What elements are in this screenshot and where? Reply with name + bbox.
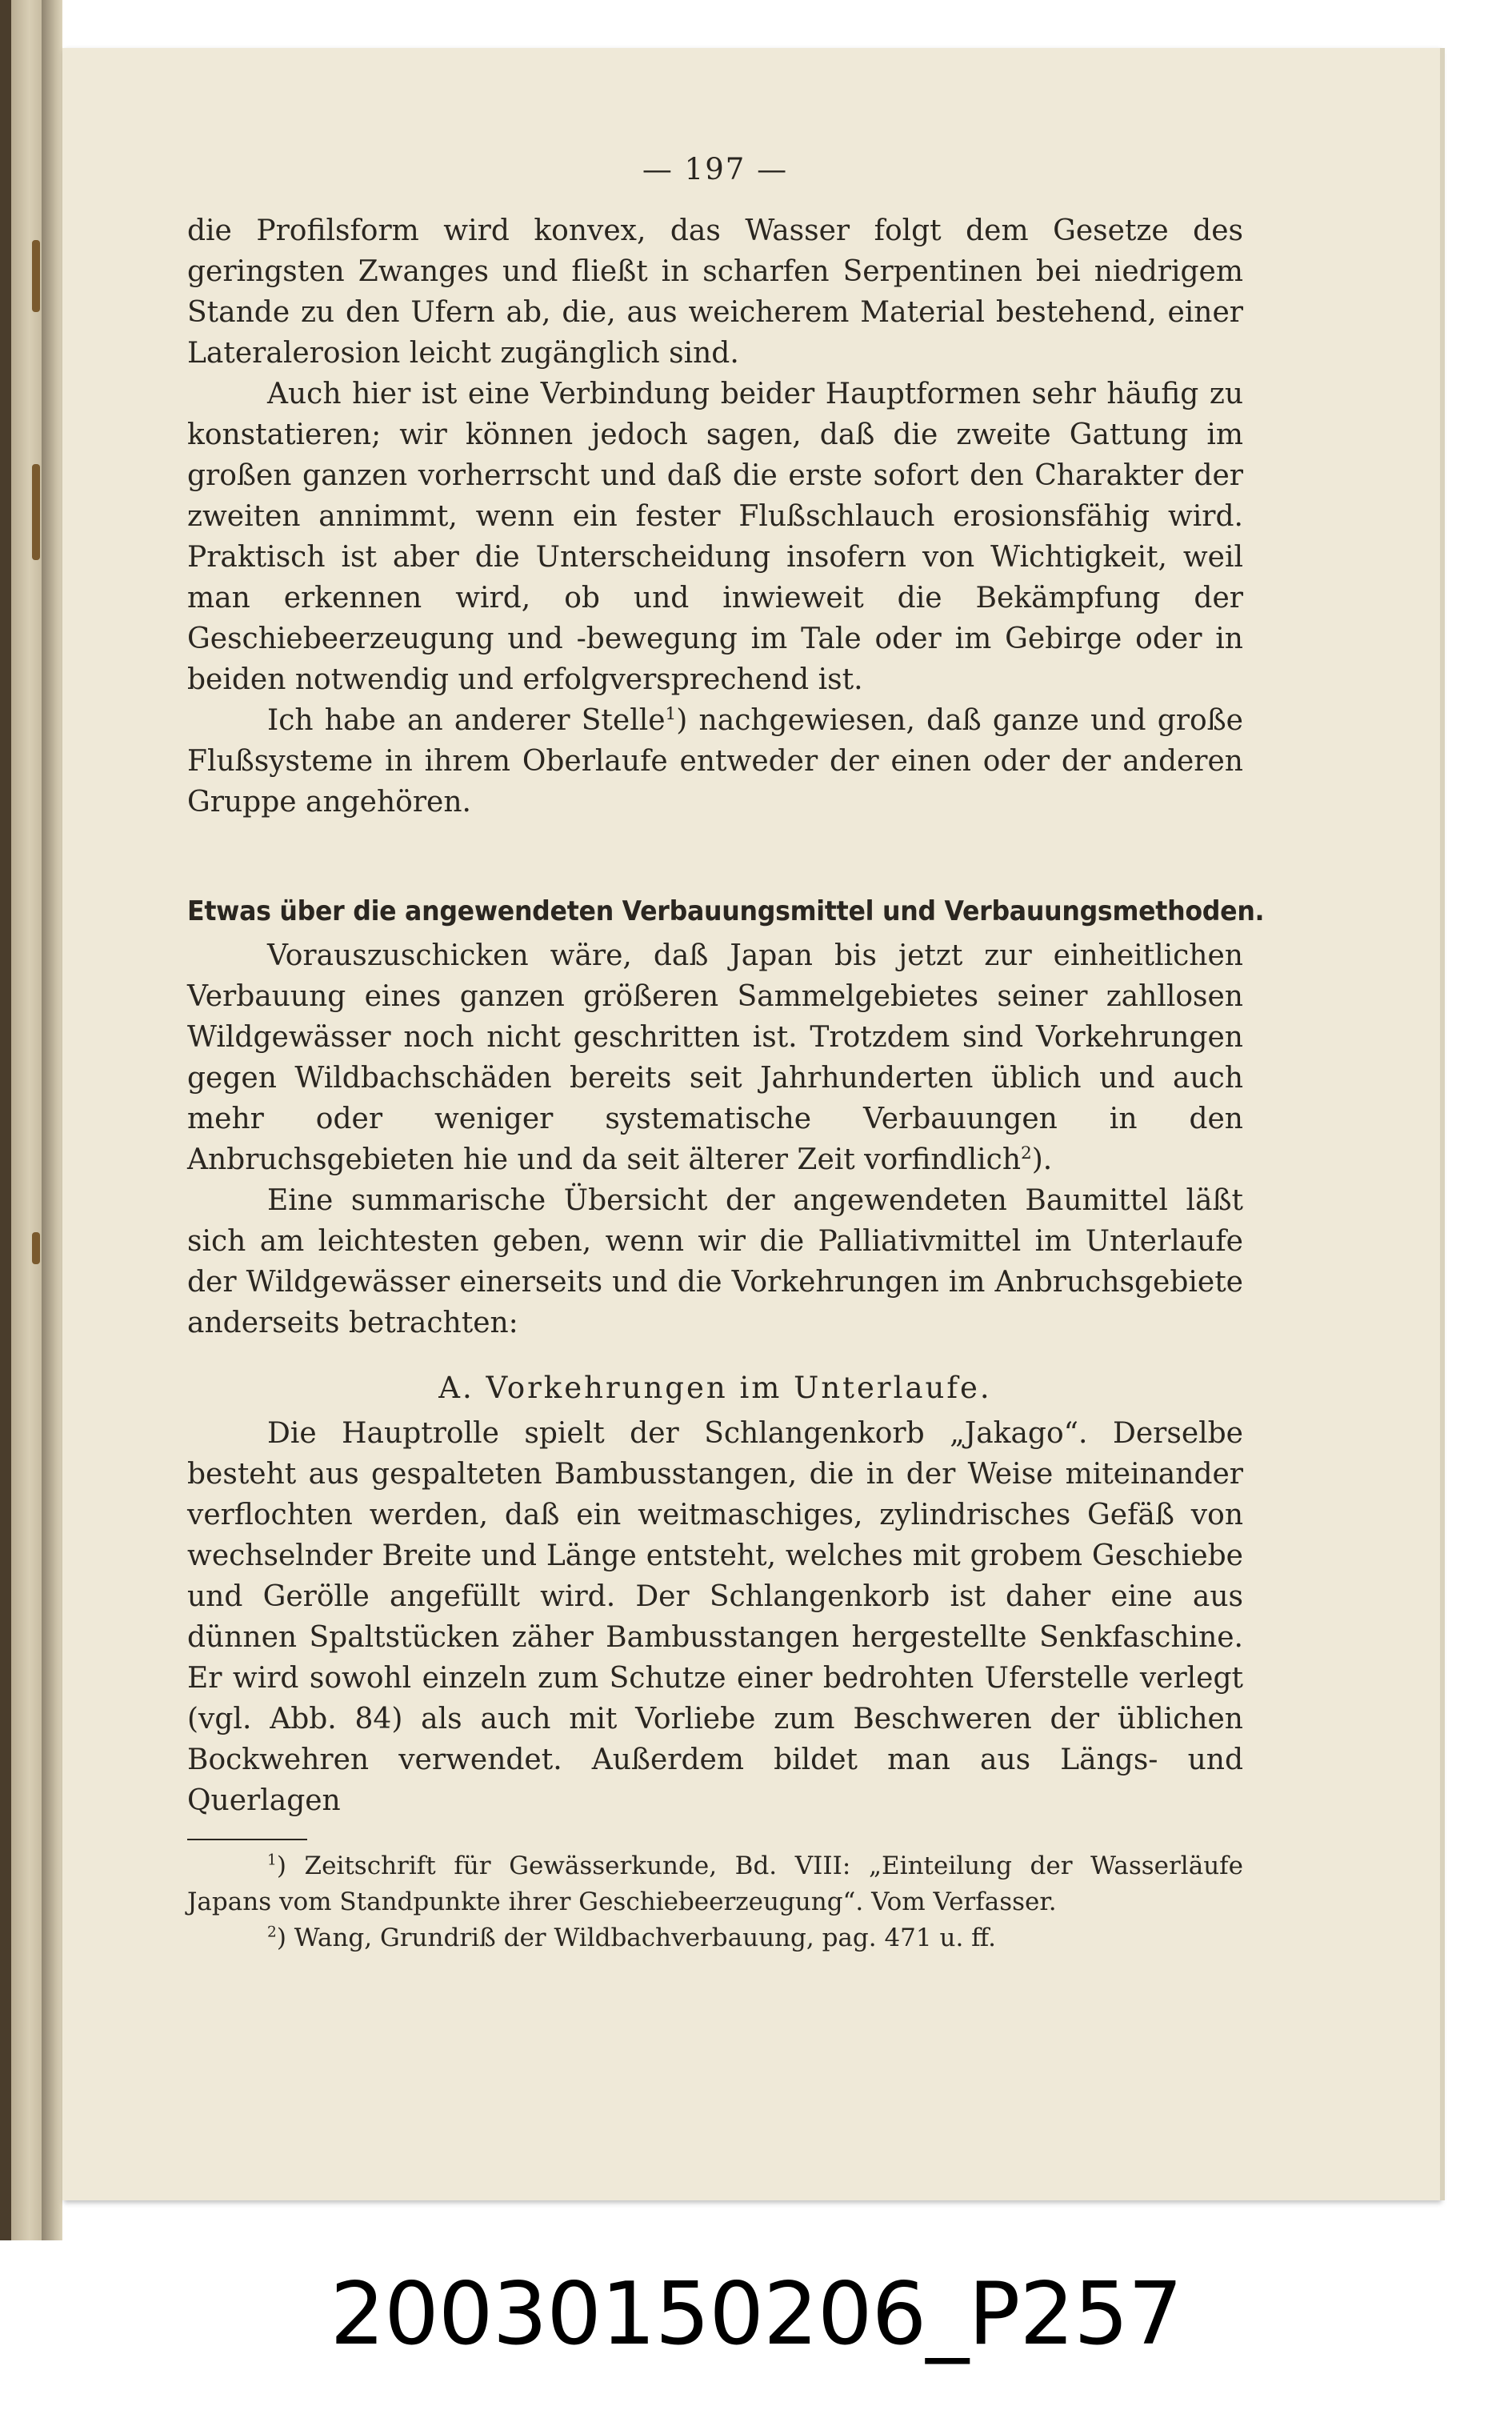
paragraph: [187, 700, 1243, 823]
binding-stain: [32, 240, 40, 312]
paragraph: Auch hier ist eine Verbindung beider Hauptformen sehr häufig zu konstatieren; wir können jedoch sagen, daß die zweite Gattung im großen ganzen vorherrscht und daß die erste sofort den Charakter der zweiten annimmt, wenn ein fester Flußschlauch erosionsfähig wird. Praktisch ist aber die Unterscheidung insofern von Wichtigkeit, weil man erkennen wird, ob und inwieweit die Bekämpfung der Geschiebeerzeugung und -bewegung im Tale oder im Gebirge oder in beiden notwendig und erfolgversprechend ist.: [187, 378, 1243, 696]
paragraph: [187, 935, 1243, 1180]
page-number: — 197 —: [642, 152, 789, 186]
sub-heading: A. Vorkehrungen im Unterlaufe.: [438, 1371, 992, 1405]
binding-stain: [32, 1232, 40, 1264]
footnote: [187, 1848, 1243, 1920]
text-run: Ich habe an anderer Stelle: [267, 704, 666, 737]
section-heading: Etwas über die angewendeten Verbauungsmittel und Verbauungsmethoden.: [187, 895, 1265, 927]
footnote: [187, 1920, 1243, 1956]
footnote-mark: 1: [267, 1852, 277, 1869]
scan-background: [0, 0, 11, 2240]
binding-stain: [32, 464, 40, 560]
text-run: ) nachgewiesen, daß ganze und große Flußsysteme in ihrem Oberlaufe entweder der einen oder der anderen Gruppe angehören.: [187, 704, 1243, 819]
image-caption: 20030150206_P257: [330, 2264, 1182, 2364]
book-gutter: [42, 0, 62, 2240]
footnote-ref: 1: [665, 704, 677, 724]
page-edge: [1440, 48, 1445, 2200]
footnote-text: ) Zeitschrift für Gewässerkunde, Bd. VIII: „Einteilung der Wasserläufe Japans vom Standpunkte ihrer Geschiebeerzeugung“. Vom Verfasser.: [187, 1852, 1243, 1916]
footnotes: [187, 1848, 1243, 1956]
paragraph: die Profilsform wird konvex, das Wasser folgt dem Gesetze des geringsten Zwanges und fließt in scharfen Serpentinen bei niedrigem Stande zu den Ufern ab, die, aus weicherem Material bestehend, einer Lateralerosion leicht zugänglich sind.: [187, 214, 1243, 370]
text-run: Vorauszuschicken wäre, daß Japan bis jetzt zur einheitlichen Verbauung eines ganzen größeren Sammelgebietes seiner zahllosen Wildgewässer noch nicht geschritten ist. Trotzdem sind Vorkehrungen gegen Wildbachschäden bereits seit Jahrhunderten üblich und auch mehr oder weniger systematische Verbauungen in den Anbruchsgebieten hie und da seit älterer Zeit vorfindlich: [187, 939, 1243, 1176]
paragraph: Eine summarische Übersicht der angewendeten Baumittel läßt sich am leichtesten geben, wenn wir die Palliativmittel im Unterlaufe der Wildgewässer einerseits und die Vorkehrungen im Anbruchsgebiete anderseits betrachten:: [187, 1184, 1243, 1339]
page-content: [187, 152, 1265, 1956]
footnote-divider: [187, 1839, 307, 1840]
paragraph: Die Hauptrolle spielt der Schlangenkorb „Jakago“. Derselbe besteht aus gespalteten Bambusstangen, die in der Weise miteinander verflochten werden, daß ein weitmaschiges, zylindrisches Gefäß von wechselnder Breite und Länge entsteht, welches mit grobem Geschiebe und Gerölle angefüllt wird. Der Schlangenkorb ist daher eine aus dünnen Spaltstücken zäher Bambusstangen hergestellte Senkfaschine. Er wird sowohl einzeln zum Schutze einer bedrohten Uferstelle verlegt (vgl. Abb. 84) als auch mit Vorliebe zum Beschweren der üblichen Bockwehren verwendet. Außerdem bildet man aus Längs- und Querlagen: [187, 1417, 1243, 1817]
facing-page-edge: [11, 0, 42, 2240]
footnote-ref: 2: [1021, 1143, 1032, 1163]
footnote-text: ) Wang, Grundriß der Wildbachverbauung, pag. 471 u. ff.: [276, 1924, 996, 1952]
footnote-mark: 2: [267, 1924, 277, 1941]
text-run: ).: [1031, 1143, 1053, 1176]
